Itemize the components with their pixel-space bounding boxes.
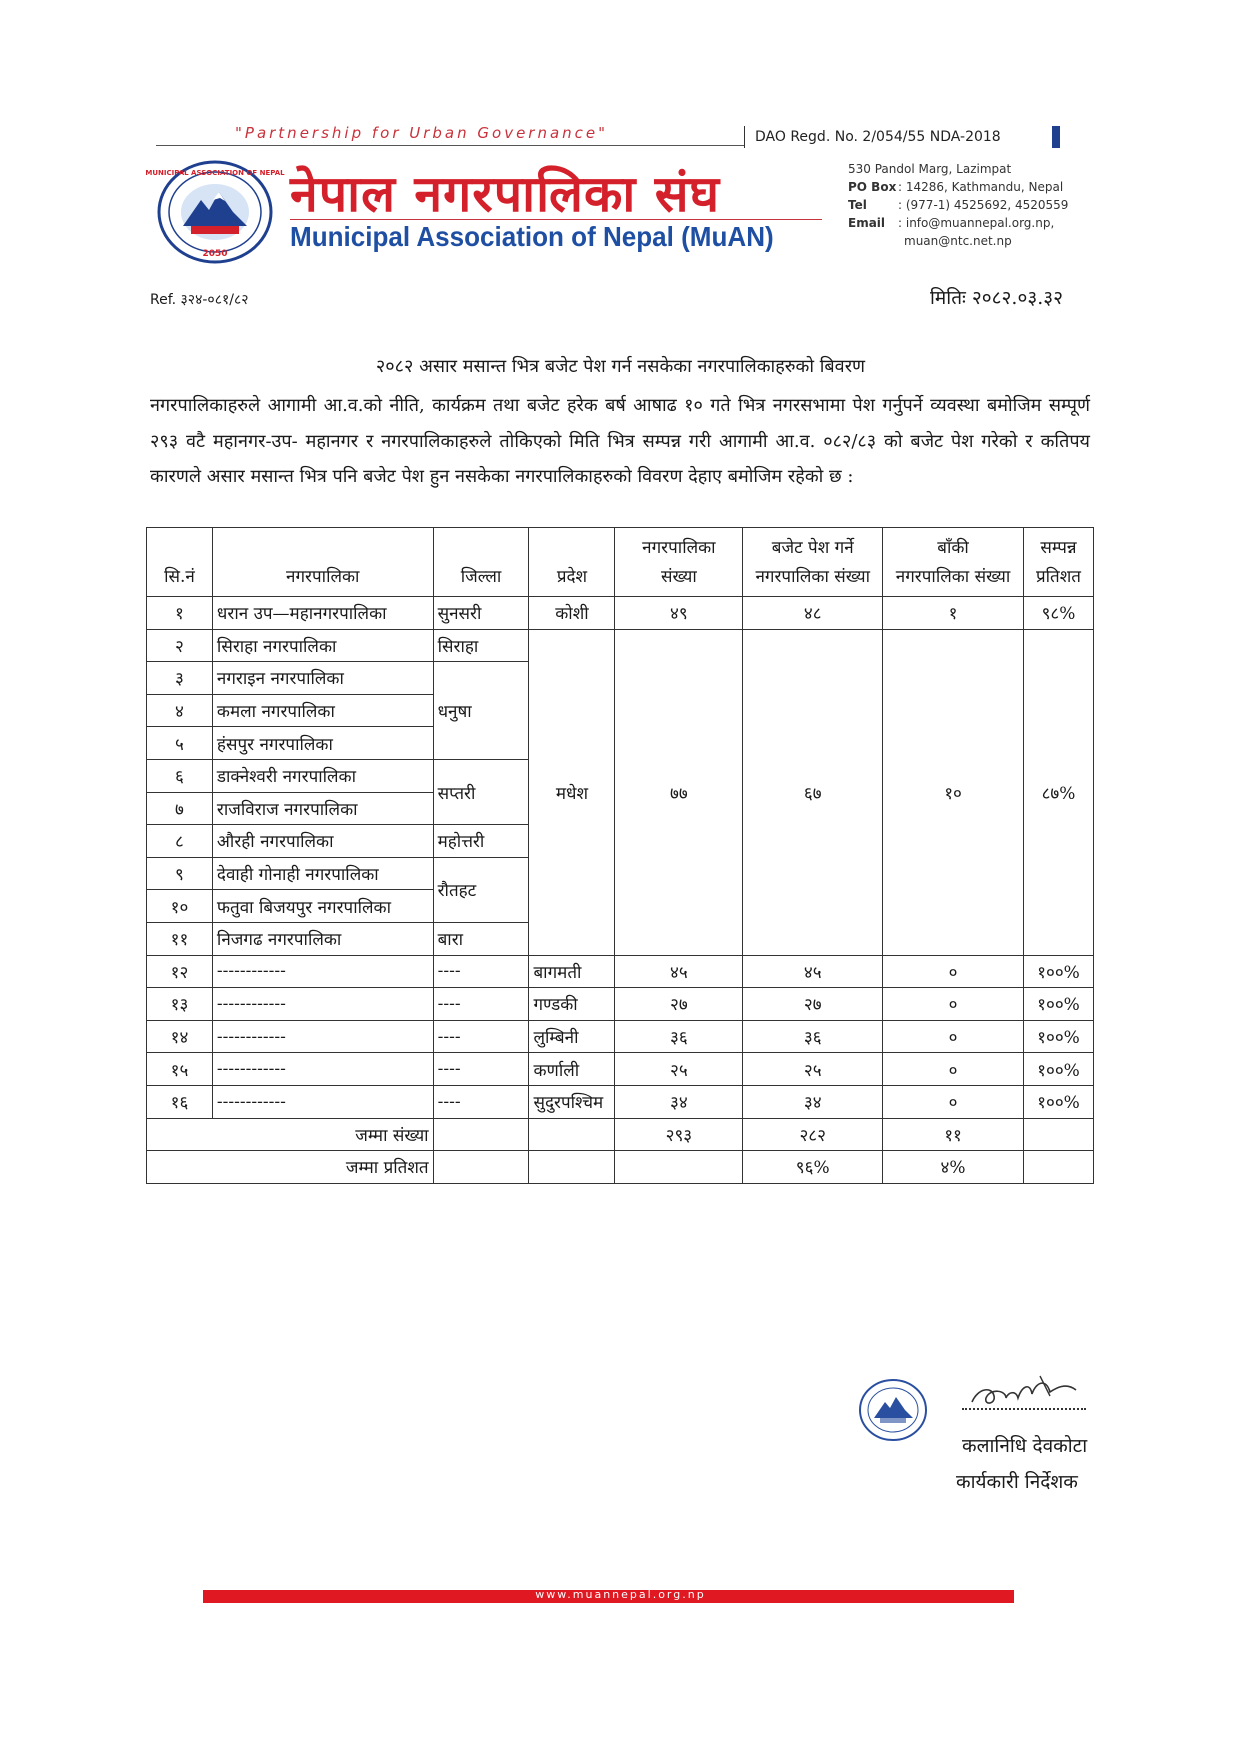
budget-table xyxy=(146,527,1094,1184)
muan-logo xyxy=(145,160,285,264)
cell-remaining: ० xyxy=(883,988,1024,1021)
header-count-bottom: संख्या xyxy=(615,564,743,597)
header-divider xyxy=(156,145,744,146)
cell-submitted: ३६ xyxy=(743,1020,883,1053)
header-submitted-bottom: नगरपालिका संख्या xyxy=(743,564,883,597)
table-row xyxy=(147,988,1094,1021)
contact-block xyxy=(848,160,1068,250)
cell-submitted: २७ xyxy=(743,988,883,1021)
cell-province: कोशी xyxy=(529,597,615,630)
cell-count: ४९ xyxy=(615,597,743,630)
email-value: : info@muannepal.org.np, xyxy=(898,216,1055,230)
cell-municipality: धरान उप—महानगरपालिका xyxy=(212,597,433,630)
header-submitted-top: बजेट पेश गर्ने xyxy=(743,528,883,564)
org-title-english: Municipal Association of Nepal (MuAN) xyxy=(290,221,774,252)
letter-date: मितिः २०८२.०३.३२ xyxy=(930,287,1064,309)
cell-municipality: ------------ xyxy=(212,988,433,1021)
header-district: जिल्ला xyxy=(433,564,529,597)
cell-province: सुदुरपश्चिम xyxy=(529,1085,615,1118)
header-count-top: नगरपालिका xyxy=(615,528,743,564)
header-remaining-top: बाँकी xyxy=(883,528,1024,564)
cell-municipality: फतुवा बिजयपुर नगरपालिका xyxy=(212,890,433,923)
cell-submitted: ४८ xyxy=(743,597,883,630)
cell-province: कर्णाली xyxy=(529,1053,615,1086)
cell-sn: ७ xyxy=(147,792,213,825)
cell-submitted: ३४ xyxy=(743,1085,883,1118)
cell-sn: २ xyxy=(147,629,213,662)
total-percent-submitted: ९६% xyxy=(743,1151,883,1184)
total-remaining: ११ xyxy=(883,1118,1024,1151)
cell-sn: ४ xyxy=(147,694,213,727)
cell-district: सुनसरी xyxy=(433,597,529,630)
address: 530 Pandol Marg, Lazimpat xyxy=(848,162,1012,176)
cell-percent: १००% xyxy=(1023,988,1093,1021)
cell-count: ३४ xyxy=(615,1085,743,1118)
cell-sn: १५ xyxy=(147,1053,213,1086)
cell-submitted: ४५ xyxy=(743,955,883,988)
cell-district: बारा xyxy=(433,922,529,955)
cell-sn: १४ xyxy=(147,1020,213,1053)
cell-municipality: देवाही गोनाही नगरपालिका xyxy=(212,857,433,890)
cell-remaining: ० xyxy=(883,1053,1024,1086)
signatory-title: कार्यकारी निर्देशक xyxy=(956,1471,1078,1493)
table-row xyxy=(147,629,1094,662)
header-sn: सि.नं xyxy=(147,564,213,597)
cell-district: रौतहट xyxy=(433,857,529,922)
cell-province-madhesh: मधेश xyxy=(529,629,615,955)
email-value-2: muan@ntc.net.np xyxy=(904,234,1012,248)
total-submitted: २८२ xyxy=(743,1118,883,1151)
cell-municipality: हंसपुर नगरपालिका xyxy=(212,727,433,760)
cell-municipality: डाक्नेश्वरी नगरपालिका xyxy=(212,759,433,792)
cell-district: ---- xyxy=(433,1085,529,1118)
cell-submitted: २५ xyxy=(743,1053,883,1086)
body-paragraph: नगरपालिकाहरुले आगामी आ.व.को नीति, कार्यक्रम तथा बजेट हरेक बर्ष आषाढ १० गते भित्र नगरसभामा पेश गर्नुपर्ने व्यवस्था बमोजिम सम्पूर्ण २९३ वटै महानगर-उप- महानगर र नगरपालिकाहरुले तोकिएको मिति भित्र सम्पन्न गरी आगामी आ.व. ०८२/८३ को बजेट पेश गरेको र कतिपय कारणले असार मसान्त भित्र पनि बजेट पेश हुन नसकेका नगरपालिकाहरुको विवरण देहाए बमोजिम रहेको छ : xyxy=(150,395,1090,487)
logo-text: MUNICIPAL ASSOCIATION OF NEPAL xyxy=(145,169,285,177)
total-row xyxy=(147,1118,1094,1151)
cell-district: ---- xyxy=(433,988,529,1021)
cell-remaining: ० xyxy=(883,955,1024,988)
table-row xyxy=(147,1053,1094,1086)
cell-sn: ८ xyxy=(147,825,213,858)
total-percent-remaining: ४% xyxy=(883,1151,1024,1184)
total-label: जम्मा संख्या xyxy=(147,1118,434,1151)
cell-province: लुम्बिनी xyxy=(529,1020,615,1053)
cell-sn: ५ xyxy=(147,727,213,760)
cell-sn: १० xyxy=(147,890,213,923)
cell-sn: ६ xyxy=(147,759,213,792)
header-percent-top: सम्पन्न xyxy=(1023,528,1093,564)
cell-sn: १६ xyxy=(147,1085,213,1118)
cell-sn: १३ xyxy=(147,988,213,1021)
total-count: २९३ xyxy=(615,1118,743,1151)
header-row-top xyxy=(147,528,1094,564)
po-label: PO Box xyxy=(848,180,897,194)
cell-municipality: निजगढ नगरपालिका xyxy=(212,922,433,955)
cell-remaining: ० xyxy=(883,1020,1024,1053)
cell-count: २५ xyxy=(615,1053,743,1086)
title-rule xyxy=(290,219,822,220)
cell-district: सिराहा xyxy=(433,629,529,662)
cell-district: महोत्तरी xyxy=(433,825,529,858)
tagline: "Partnership for Urban Governance" xyxy=(235,124,609,142)
cell-district: ---- xyxy=(433,1020,529,1053)
cell-municipality: नगराइन नगरपालिका xyxy=(212,662,433,695)
cell-municipality: औरही नगरपालिका xyxy=(212,825,433,858)
header-percent-bottom: प्रतिशत xyxy=(1023,564,1093,597)
total-percent-row xyxy=(147,1151,1094,1184)
document-heading: २०८२ असार मसान्त भित्र बजेट पेश गर्न नसकेका नगरपालिकाहरुको बिवरण xyxy=(375,356,866,377)
cell-count: २७ xyxy=(615,988,743,1021)
cell-percent-madhesh: ८७% xyxy=(1023,629,1093,955)
tel-label: Tel xyxy=(848,198,867,212)
cell-remaining: १ xyxy=(883,597,1024,630)
cell-remaining-madhesh: १० xyxy=(883,629,1024,955)
cell-municipality: ------------ xyxy=(212,1053,433,1086)
cell-sn: ३ xyxy=(147,662,213,695)
cell-municipality: ------------ xyxy=(212,955,433,988)
po-value: : 14286, Kathmandu, Nepal xyxy=(898,180,1064,194)
footer-website[interactable]: www.muannepal.org.np xyxy=(535,1588,706,1601)
signatory-name: कलानिधि देवकोटा xyxy=(962,1435,1088,1457)
muan-stamp xyxy=(858,1378,928,1442)
cell-municipality: सिराहा नगरपालिका xyxy=(212,629,433,662)
cell-count-madhesh: ७७ xyxy=(615,629,743,955)
header-row-bottom xyxy=(147,564,1094,597)
cell-percent: ९८% xyxy=(1023,597,1093,630)
reference-number: Ref. ३२४-०८१/८२ xyxy=(150,292,249,308)
cell-count: ४५ xyxy=(615,955,743,988)
org-title-nepali: नेपाल नगरपालिका संघ xyxy=(290,165,721,223)
tel-value: : (977-1) 4525692, 4520559 xyxy=(898,198,1069,212)
cell-sn: १ xyxy=(147,597,213,630)
email-label: Email xyxy=(848,216,886,230)
header-province: प्रदेश xyxy=(529,564,615,597)
total-percent-label: जम्मा प्रतिशत xyxy=(147,1151,434,1184)
cell-remaining: ० xyxy=(883,1085,1024,1118)
cell-submitted-madhesh: ६७ xyxy=(743,629,883,955)
table-row xyxy=(147,955,1094,988)
cell-percent: १००% xyxy=(1023,955,1093,988)
dao-registration: DAO Regd. No. 2/054/55 NDA-2018 xyxy=(744,126,1060,148)
cell-sn: ११ xyxy=(147,922,213,955)
cell-municipality: ------------ xyxy=(212,1085,433,1118)
header-municipality: नगरपालिका xyxy=(212,564,433,597)
cell-district: ---- xyxy=(433,955,529,988)
cell-province: बागमती xyxy=(529,955,615,988)
cell-sn: ९ xyxy=(147,857,213,890)
cell-municipality: राजविराज नगरपालिका xyxy=(212,792,433,825)
cell-municipality: कमला नगरपालिका xyxy=(212,694,433,727)
table-row xyxy=(147,597,1094,630)
cell-count: ३६ xyxy=(615,1020,743,1053)
cell-province: गण्डकी xyxy=(529,988,615,1021)
cell-percent: १००% xyxy=(1023,1020,1093,1053)
cell-sn: १२ xyxy=(147,955,213,988)
cell-municipality: ------------ xyxy=(212,1020,433,1053)
table-row xyxy=(147,1020,1094,1053)
cell-district: धनुषा xyxy=(433,662,529,760)
cell-percent: १००% xyxy=(1023,1085,1093,1118)
signature-line xyxy=(962,1408,1086,1410)
cell-percent: १००% xyxy=(1023,1053,1093,1086)
logo-year: 2050 xyxy=(202,249,228,259)
cell-district: ---- xyxy=(433,1053,529,1086)
table-row xyxy=(147,1085,1094,1118)
cell-district: सप्तरी xyxy=(433,759,529,824)
header-remaining-bottom: नगरपालिका संख्या xyxy=(883,564,1024,597)
